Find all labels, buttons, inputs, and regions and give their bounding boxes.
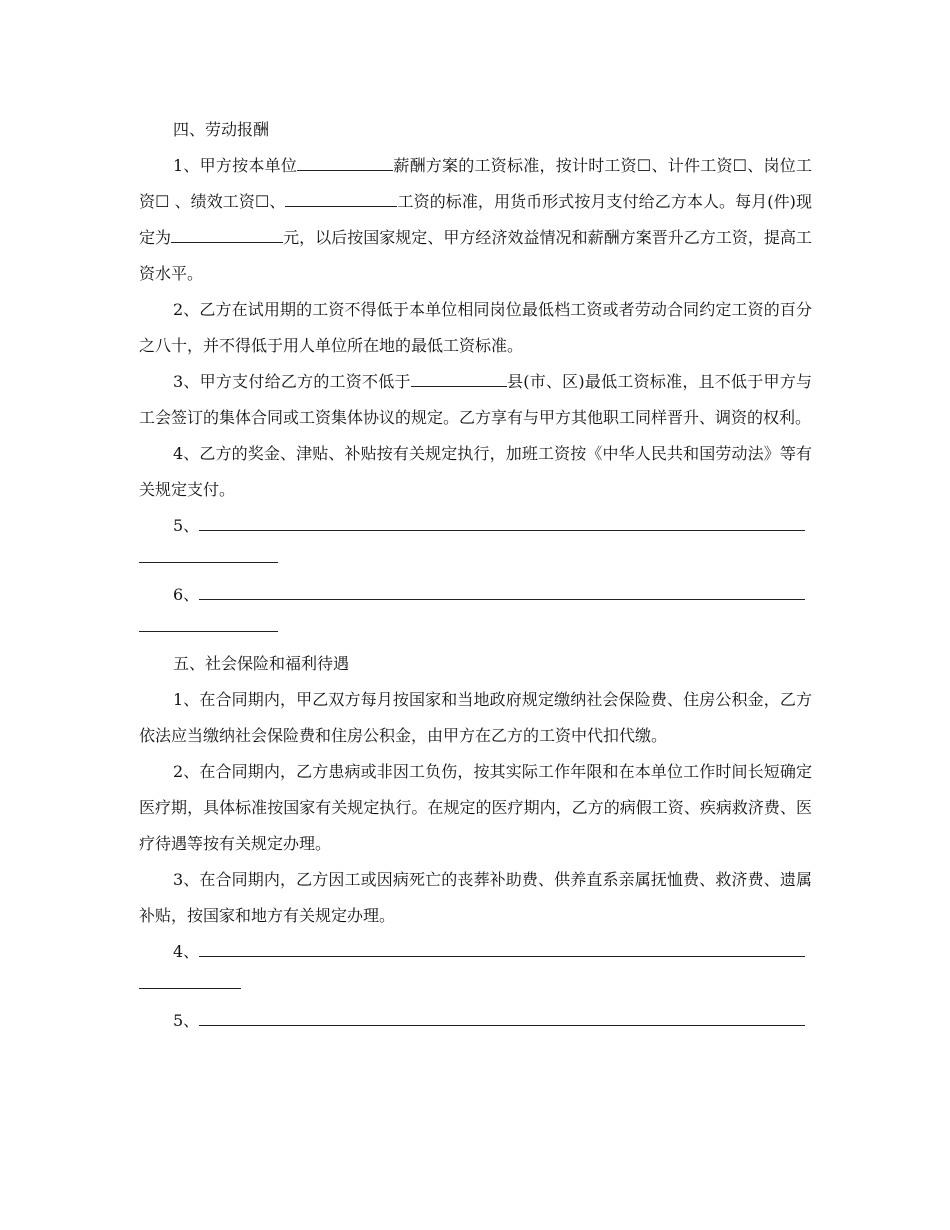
section-4-paragraph-1 (139, 148, 812, 292)
section-4-heading: 四、劳动报酬 (173, 120, 270, 139)
section-5-paragraph-1: 1、在合同期内，甲乙双方每月按国家和当地政府规定缴纳社会保险费、住房公积金，乙方依法应当缴纳社会保险费和住房公积金，由甲方在乙方的工资中代扣代缴。 (139, 690, 812, 745)
text-segment: 工资的标准，用货币形式按月支付给乙方本人。每月(件)现定为 (139, 192, 812, 247)
contract-body (139, 112, 812, 1039)
blank-wage-type[interactable] (285, 190, 397, 207)
section-4-paragraph-3 (139, 364, 812, 436)
blank-item-6-continuation[interactable] (139, 613, 278, 632)
blank-item-4-continuation[interactable] (139, 970, 241, 989)
text-segment: 3、甲方支付给乙方的工资不低于 (173, 372, 411, 391)
blank-monthly-amount[interactable] (171, 226, 283, 243)
section-5-heading: 五、社会保险和福利待遇 (173, 654, 350, 673)
text-segment: 1、甲方按本单位 (173, 156, 298, 175)
item-number: 6、 (173, 585, 200, 604)
section-4-item-5 (139, 508, 812, 544)
section-5-item-4 (139, 934, 812, 970)
item-number: 5、 (173, 516, 200, 535)
section-5-paragraph-3: 3、在合同期内，乙方因工或因病死亡的丧葬补助费、供养直系亲属抚恤费、救济费、遗属补贴，按国家和地方有关规定办理。 (139, 870, 812, 925)
blank-unit-name[interactable] (297, 154, 393, 171)
text-segment: 县(市、区)最低工资标准，且不低于甲方与工会签订的集体合同或工资集体协议的规定。乙方享有与甲方其他职工同样晋升、调资的权利。 (139, 372, 812, 427)
blank-item-4[interactable] (199, 940, 805, 957)
section-5-paragraph-2: 2、在合同期内，乙方患病或非因工负伤，按其实际工作年限和在本单位工作时间长短确定医疗期，具体标准按国家有关规定执行。在规定的医疗期内，乙方的病假工资、疾病救济费、医疗待遇等按有关规定办理。 (139, 762, 812, 853)
section-4-paragraph-2: 2、乙方在试用期的工资不得低于本单位相同岗位最低档工资或者劳动合同约定工资的百分之八十，并不得低于用人单位所在地的最低工资标准。 (139, 300, 812, 355)
section-4-paragraph-4: 4、乙方的奖金、津贴、补贴按有关规定执行，加班工资按《中华人民共和国劳动法》等有关规定支付。 (139, 444, 812, 499)
item-number: 5、 (173, 1011, 200, 1030)
section-5-item-5 (139, 1003, 812, 1039)
blank-item-5b[interactable] (199, 1009, 805, 1026)
text-segment: 薪酬方案的工资标准，按计时工资☐、计件工资☐、岗位工资☐ 、绩效工资☐、 (139, 156, 812, 211)
blank-item-5[interactable] (199, 514, 805, 531)
section-4-item-6 (139, 577, 812, 613)
blank-item-6[interactable] (199, 583, 805, 600)
blank-county[interactable] (411, 370, 507, 387)
text-segment: 元，以后按国家规定、甲方经济效益情况和薪酬方案晋升乙方工资，提高工资水平。 (139, 228, 812, 283)
item-number: 4、 (173, 942, 200, 961)
blank-item-5-continuation[interactable] (139, 544, 278, 563)
